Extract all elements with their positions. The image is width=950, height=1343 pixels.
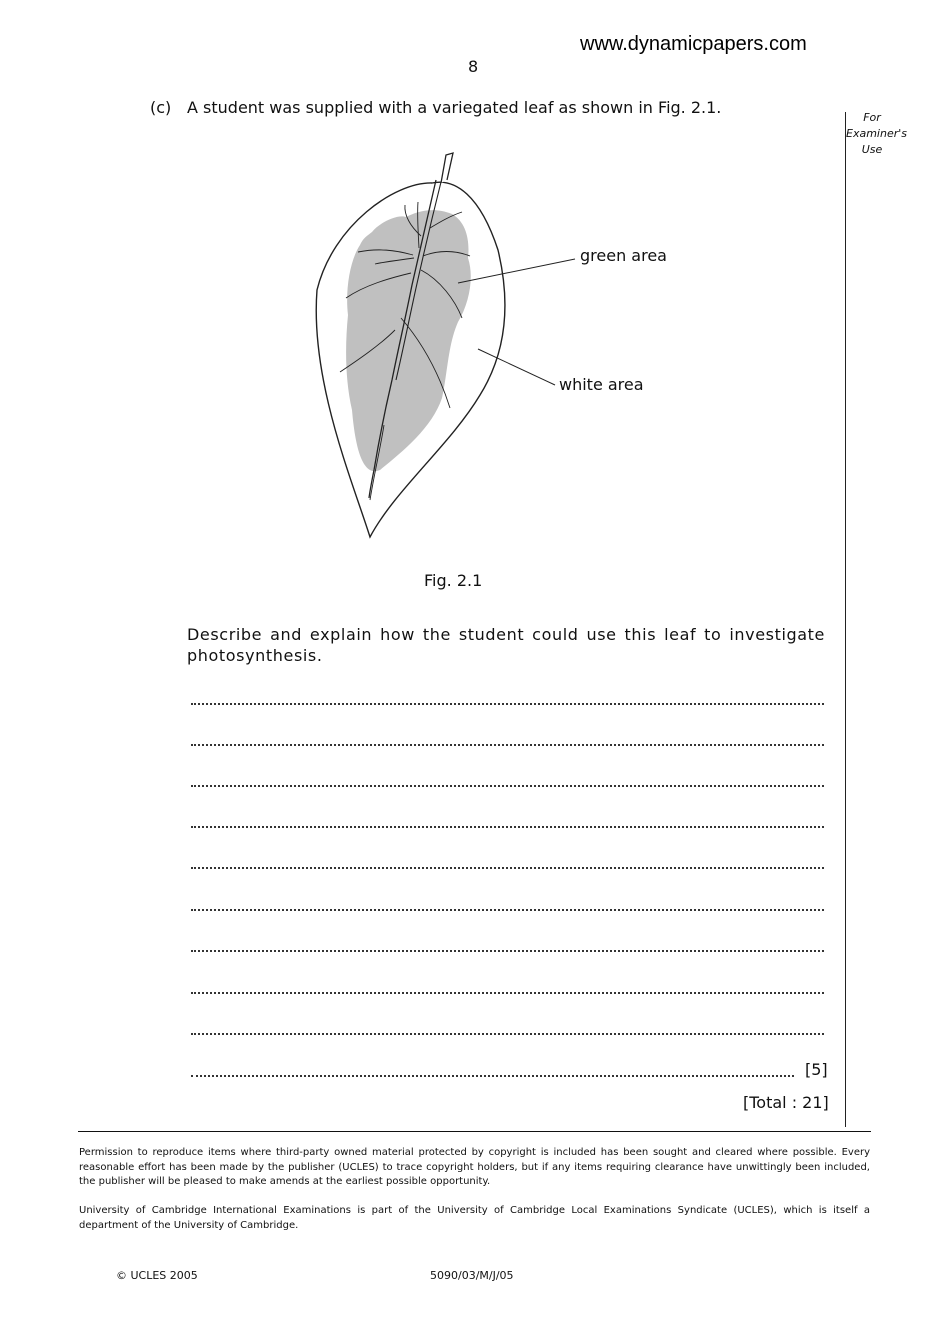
answer-line[interactable] — [191, 785, 824, 787]
marks-allocation: [5] — [805, 1060, 828, 1079]
green-area — [346, 210, 471, 471]
answer-line[interactable] — [191, 1075, 794, 1077]
green-area-label: green area — [580, 246, 667, 265]
answer-line[interactable] — [191, 867, 824, 869]
footer-divider — [78, 1131, 871, 1132]
answer-line[interactable] — [191, 826, 824, 828]
examiner-use-label — [846, 110, 907, 158]
permission-notice: Permission to reproduce items where third-party owned material protected by copyright is included has been sought and cleared where possible. Every reasonable effort has been made by the publisher (UCLES) to trace copyright holders, but if any items requiring clearance have unwittingly been included, the publisher will be pleased to make amends at the earliest possible opportunity. — [79, 1147, 870, 1187]
question-text: A student was supplied with a variegated leaf as shown in Fig. 2.1. — [187, 98, 722, 117]
paper-code: 5090/03/M/J/05 — [430, 1269, 514, 1282]
answer-line[interactable] — [191, 909, 824, 911]
figure-caption: Fig. 2.1 — [424, 571, 483, 590]
answer-line[interactable] — [191, 1033, 824, 1035]
answer-line[interactable] — [191, 950, 824, 952]
total-marks: [Total : 21] — [743, 1093, 829, 1112]
answer-line[interactable] — [191, 703, 824, 705]
variegated-leaf-figure — [300, 148, 680, 548]
examiner-label-line: For — [863, 111, 881, 124]
leaf-stalk — [441, 153, 453, 183]
copyright-notice: © UCLES 2005 — [116, 1269, 198, 1282]
page-number: 8 — [468, 57, 479, 76]
answer-line[interactable] — [191, 992, 824, 994]
university-notice: University of Cambridge International Examinations is part of the University of Cambridge Local Examinations Syndicate (UCLES), which is itself a department of the University of Cambridge. — [79, 1205, 870, 1231]
website-header: www.dynamicpapers.com — [580, 33, 807, 55]
examiner-margin-rule — [845, 112, 846, 1127]
white-area-label: white area — [559, 375, 644, 394]
green-area-pointer — [458, 259, 575, 283]
white-area-pointer — [478, 349, 555, 385]
answer-line[interactable] — [191, 744, 824, 746]
examiner-label-line: Examiner's — [846, 127, 907, 140]
instruction-text: Describe and explain how the student could use this leaf to investigate photosynthesis. — [187, 625, 825, 665]
examiner-label-line: Use — [861, 143, 883, 156]
question-label: (c) — [150, 98, 172, 117]
